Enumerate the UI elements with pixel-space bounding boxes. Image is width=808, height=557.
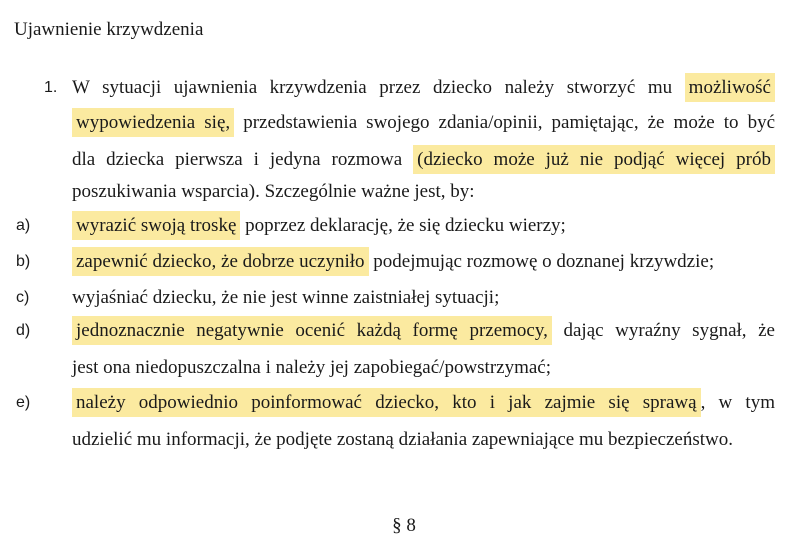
list-item-line [72, 250, 714, 274]
list-item-line [72, 428, 733, 452]
highlighted-text: wyrazić swoją troskę [72, 211, 240, 240]
highlighted-text: wypowiedzenia się, [72, 108, 234, 137]
text-run: przedstawienia swojego zdania/opinii, pamiętając, że może to być [234, 112, 775, 133]
list-item-line [72, 148, 775, 172]
list-marker: 1. [44, 79, 58, 96]
list-item-line [72, 356, 551, 380]
text-run: podejmując rozmowę o doznanej krzywdzie; [368, 251, 715, 272]
list-item-line [72, 319, 775, 343]
text-run: dla dziecka pierwsza i jedyna rozmowa [72, 149, 414, 170]
text-run: W sytuacji ujawnienia krzywdzenia przez dziecko należy stworzyć mu [72, 77, 685, 98]
list-item-line [72, 286, 499, 310]
highlighted-text: (dziecko może już nie podjąć więcej prób [413, 145, 775, 174]
list-marker: e) [16, 394, 31, 411]
text-run: wyjaśniać dziecku, że nie jest winne zaistniałej sytuacji; [72, 287, 500, 308]
highlighted-text: jednoznacznie negatywnie ocenić każdą formę przemocy, [72, 316, 552, 345]
text-run: udzielić mu informacji, że podjęte zostaną działania zapewniające mu bezpieczeństwo. [72, 429, 733, 450]
text-run: dając wyraźny sygnał, że [551, 320, 775, 341]
list-item-line [72, 391, 775, 415]
list-marker: c) [16, 289, 30, 306]
highlighted-text: należy odpowiednio poinformować dziecko, kto i jak zajmie się sprawą [72, 388, 701, 417]
list-item-line [72, 111, 775, 135]
list-marker: d) [16, 322, 31, 339]
text-run: poszukiwania wsparcia). Szczególnie ważne jest, by: [72, 181, 475, 202]
list-item-line [72, 180, 475, 204]
text-run: poprzez deklarację, że się dziecku wierzy; [240, 215, 566, 236]
section-number: § 8 [392, 515, 416, 536]
document-heading: Ujawnienie krzywdzenia [14, 19, 204, 40]
list-marker: a) [16, 217, 31, 234]
list-marker: b) [16, 253, 31, 270]
highlighted-text: zapewnić dziecko, że dobrze uczyniło [72, 247, 369, 276]
list-item-line [72, 76, 775, 100]
text-run: jest ona niedopuszczalna i należy jej zapobiegać/powstrzymać; [72, 357, 552, 378]
text-run: , w tym [700, 392, 775, 413]
highlighted-text: możliwość [685, 73, 775, 102]
list-item-line [72, 214, 566, 238]
